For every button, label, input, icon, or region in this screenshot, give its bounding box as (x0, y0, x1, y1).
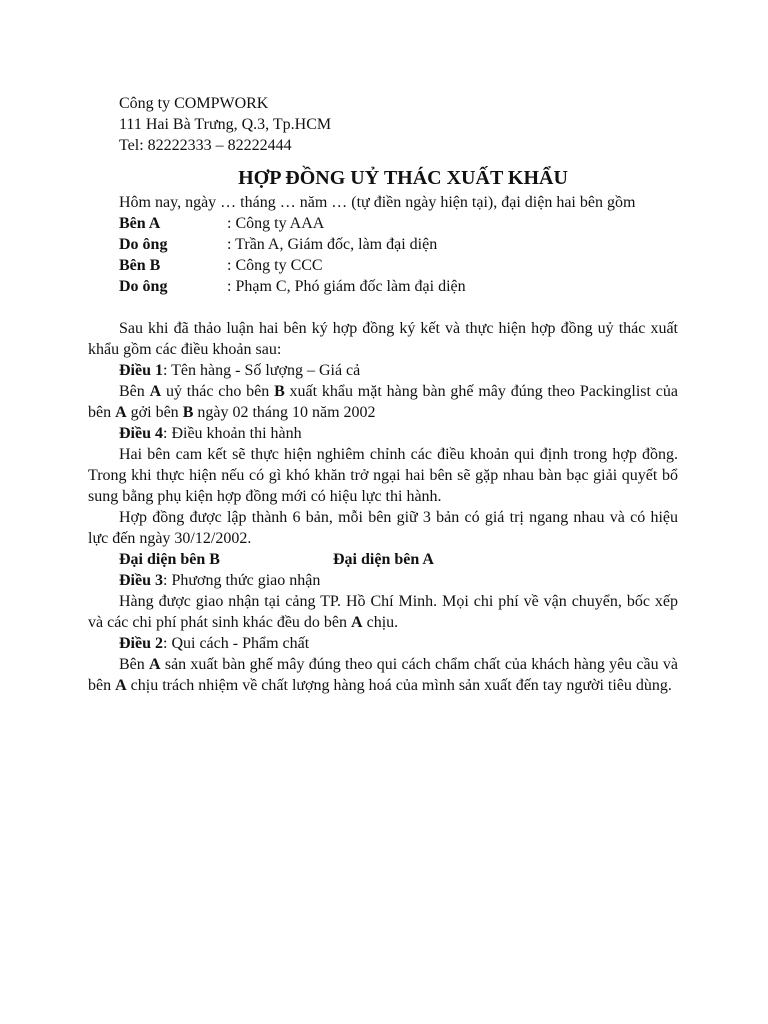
article-label: Điều 4 (119, 425, 163, 442)
party-value: : Trần A, Giám đốc, làm đại diện (227, 236, 438, 253)
article-label: Điều 3 (119, 572, 163, 589)
spacer (88, 297, 678, 318)
signature-a: Đại diện bên A (333, 551, 434, 568)
party-row-benb (88, 255, 678, 276)
party-row-bena (88, 213, 678, 234)
contract-title: HỢP ĐỒNG UỶ THÁC XUẤT KHẨU (238, 167, 568, 189)
article-title: : Qui cách - Phẩm chất (163, 635, 310, 652)
text-run: Bên (119, 656, 150, 673)
text-run: sản xuất bàn ghế mây đúng theo qui cách chẩm chất của khách hàng yêu cầu và bên (88, 656, 678, 694)
text-run: gởi bên (126, 404, 183, 421)
company-tel: Tel: 82222333 – 82222444 (119, 137, 292, 154)
company-name: Công ty COMPWORK (119, 95, 269, 112)
text-run-bold: A (351, 614, 363, 631)
party-value: : Công ty AAA (227, 215, 325, 232)
text-run: xuất khẩu mặt hàng bàn ghế mây đúng theo Packinglist của bên (88, 383, 678, 421)
article1-body (88, 381, 678, 423)
text-run-bold: A (149, 656, 161, 673)
article-label: Điều 2 (119, 635, 163, 652)
party-label: Bên B (119, 257, 161, 274)
article4-heading (88, 423, 678, 444)
article3-heading (88, 570, 678, 591)
text-run-bold: A (115, 677, 127, 694)
text-run: Hàng được giao nhận tại cảng TP. Hồ Chí Minh. Mọi chi phí về vận chuyển, bốc xếp và các chi phí phát sinh khác đều do bên (88, 593, 678, 631)
party-row-rep-a (88, 234, 678, 255)
text-run-bold: B (182, 404, 194, 421)
party-label: Do ông (119, 278, 168, 295)
text-run-bold: B (274, 383, 285, 400)
preamble-paragraph: Sau khi đã thảo luận hai bên ký hợp đồng ký kết và thực hiện hợp đồng uỷ thác xuất khẩu gồm các điều khoản sau: (88, 320, 678, 358)
article4-body: Hai bên cam kết sẽ thực hiện nghiêm chỉnh các điều khoản qui định trong hợp đồng. Trong khi thực hiện nếu có gì khó khăn trở ngại hai bên sẽ gặp nhau bàn bạc giải quyết bổ sung bằng phụ kiện hợp đồng mới có hiệu lực thi hành. (88, 446, 678, 505)
text-run: chịu. (362, 614, 399, 631)
text-run-bold: A (149, 383, 162, 400)
text-run: uỷ thác cho bên (161, 383, 275, 400)
article-title: : Phương thức giao nhận (163, 572, 321, 589)
intro-paragraph: Hôm nay, ngày … tháng … năm … (tự điền ngày hiện tại), đại diện hai bên gồm (119, 194, 636, 211)
text-run-bold: A (115, 404, 127, 421)
signature-b: Đại diện bên B (119, 551, 220, 568)
article2-heading (88, 633, 678, 654)
text-run: ngày 02 tháng 10 năm 2002 (193, 404, 376, 421)
contract-document (88, 93, 678, 696)
article1-heading (88, 360, 678, 381)
company-address: 111 Hai Bà Trưng, Q.3, Tp.HCM (119, 116, 332, 133)
party-value: : Công ty CCC (227, 257, 323, 274)
article-label: Điều 1 (119, 362, 163, 379)
article-title: : Tên hàng - Số lượng – Giá cả (163, 362, 361, 379)
signature-row (88, 549, 678, 570)
article4-body-validity: Hợp đồng được lập thành 6 bản, mỗi bên giữ 3 bản có giá trị ngang nhau và có hiệu lực đến ngày 30/12/2002. (88, 509, 678, 547)
text-run: chịu trách nhiệm về chất lượng hàng hoá của mình sản xuất đến tay người tiêu dùng. (126, 677, 672, 694)
article3-body (88, 591, 678, 633)
party-label: Do ông (119, 236, 168, 253)
text-run: Bên (119, 383, 150, 400)
article2-body (88, 654, 678, 696)
party-row-rep-b (88, 276, 678, 297)
party-label: Bên A (119, 215, 161, 232)
party-value: : Phạm C, Phó giám đốc làm đại diện (227, 278, 466, 295)
article-title: : Điều khoản thi hành (163, 425, 302, 442)
